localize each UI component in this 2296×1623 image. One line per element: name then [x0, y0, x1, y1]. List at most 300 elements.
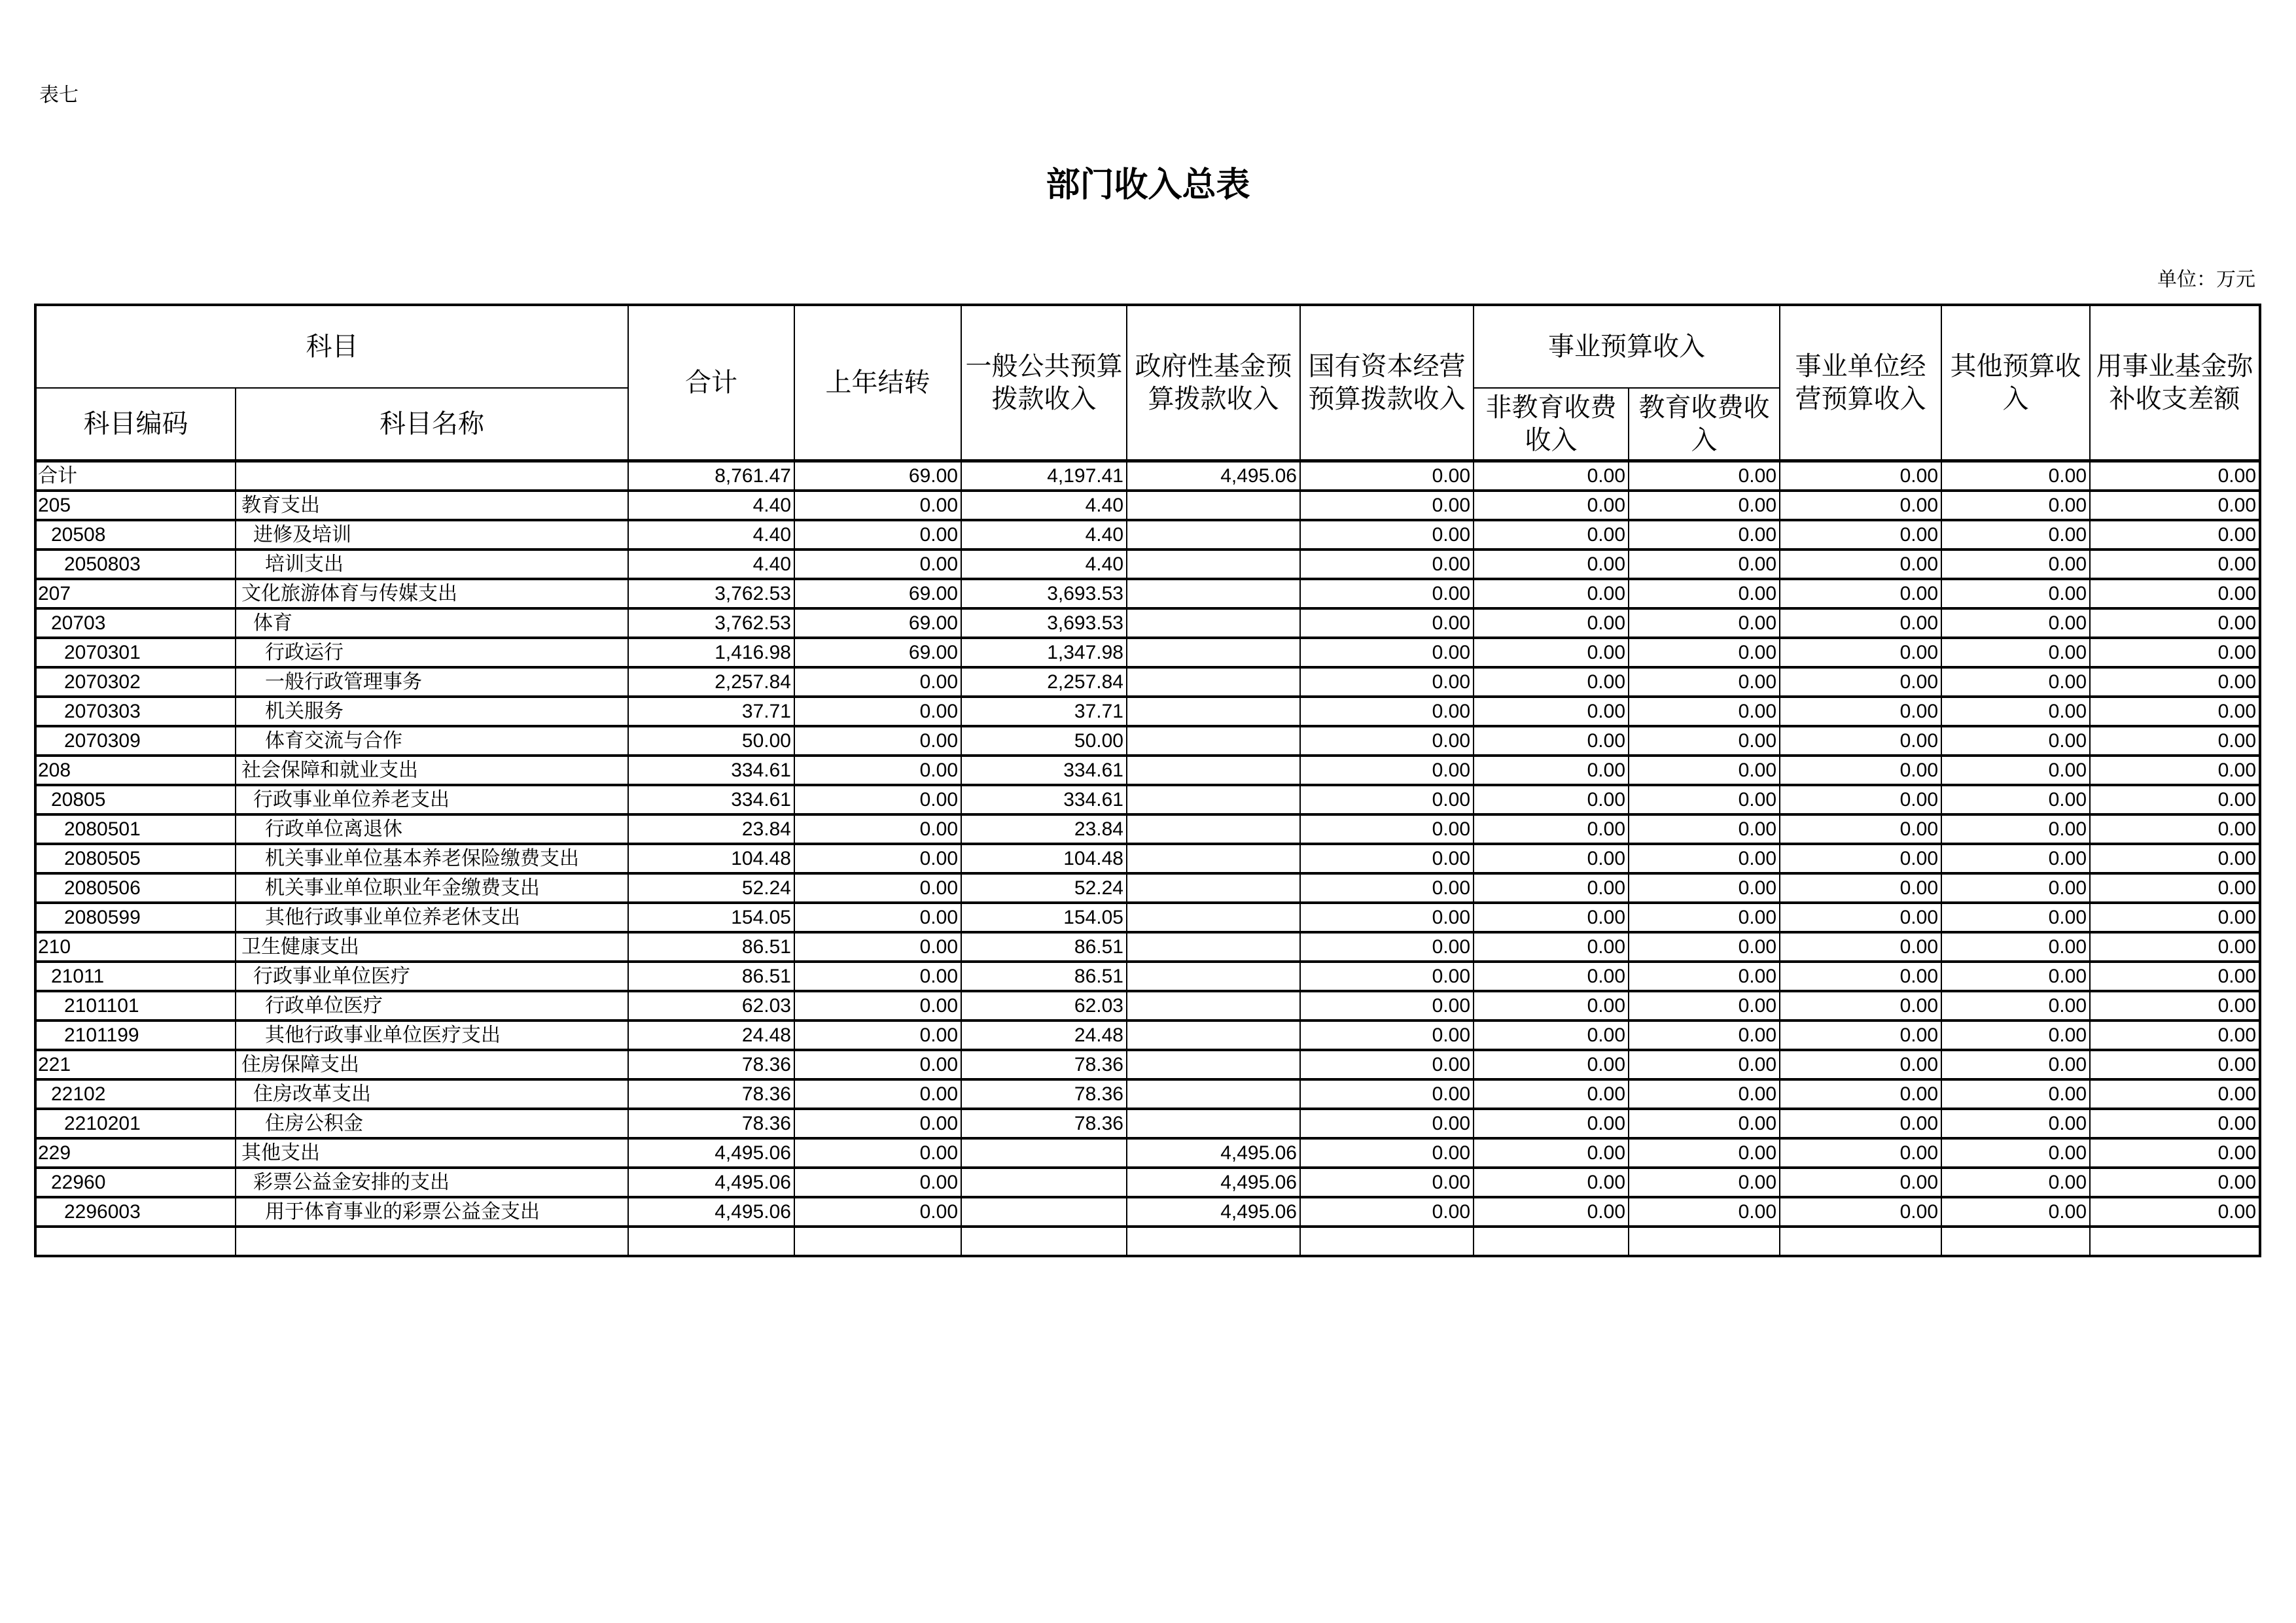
cell-other — [1941, 1227, 2090, 1256]
cell-non-edu-fee: 0.00 — [1474, 1168, 1629, 1197]
table-label: 表七 — [39, 84, 79, 106]
cell-non-edu-fee: 0.00 — [1474, 991, 1629, 1021]
header-fund-supplement: 用事业基金弥补收支差额 — [2090, 305, 2260, 461]
cell-other: 0.00 — [1941, 550, 2090, 579]
header-edu-fee: 教育收费收入 — [1629, 388, 1780, 461]
table-row — [35, 932, 2260, 962]
cell-general-public: 154.05 — [961, 903, 1127, 932]
page-title: 部门收入总表 — [1046, 166, 1250, 205]
cell-operating: 0.00 — [1780, 579, 1941, 608]
cell-carryover: 0.00 — [794, 520, 961, 550]
cell-subject-code: 20703 — [35, 608, 236, 638]
cell-other: 0.00 — [1941, 873, 2090, 903]
cell-edu-fee: 0.00 — [1629, 785, 1780, 814]
cell-fund-supplement: 0.00 — [2090, 667, 2260, 697]
header-total: 合计 — [628, 305, 794, 461]
cell-total: 24.48 — [628, 1021, 794, 1050]
cell-carryover: 0.00 — [794, 873, 961, 903]
cell-general-public — [961, 1197, 1127, 1227]
cell-general-public — [961, 1227, 1127, 1256]
cell-general-public: 23.84 — [961, 814, 1127, 844]
table-row — [35, 1168, 2260, 1197]
table-row — [35, 638, 2260, 667]
cell-edu-fee: 0.00 — [1629, 579, 1780, 608]
cell-subject-code: 2210201 — [35, 1109, 236, 1138]
cell-state-capital: 0.00 — [1300, 1021, 1474, 1050]
cell-carryover: 0.00 — [794, 726, 961, 756]
cell-subject-name: 住房公积金 — [236, 1109, 628, 1138]
cell-other: 0.00 — [1941, 1138, 2090, 1168]
cell-carryover: 0.00 — [794, 550, 961, 579]
cell-operating: 0.00 — [1780, 550, 1941, 579]
table-row — [35, 1021, 2260, 1050]
cell-non-edu-fee: 0.00 — [1474, 903, 1629, 932]
cell-state-capital: 0.00 — [1300, 579, 1474, 608]
cell-gov-fund: 4,495.06 — [1127, 1168, 1300, 1197]
cell-total: 4,495.06 — [628, 1138, 794, 1168]
cell-other: 0.00 — [1941, 608, 2090, 638]
cell-total: 4.40 — [628, 520, 794, 550]
cell-total: 50.00 — [628, 726, 794, 756]
cell-subject-code — [35, 1227, 236, 1256]
cell-edu-fee: 0.00 — [1629, 873, 1780, 903]
cell-total: 4.40 — [628, 550, 794, 579]
cell-total: 78.36 — [628, 1109, 794, 1138]
cell-state-capital: 0.00 — [1300, 726, 1474, 756]
cell-subject-name: 教育支出 — [236, 491, 628, 520]
cell-state-capital: 0.00 — [1300, 814, 1474, 844]
cell-gov-fund — [1127, 785, 1300, 814]
table-row — [35, 1079, 2260, 1109]
cell-operating: 0.00 — [1780, 991, 1941, 1021]
cell-gov-fund — [1127, 520, 1300, 550]
cell-state-capital: 0.00 — [1300, 1079, 1474, 1109]
cell-general-public: 104.48 — [961, 844, 1127, 873]
cell-fund-supplement: 0.00 — [2090, 903, 2260, 932]
table-row — [35, 550, 2260, 579]
table-row — [35, 1050, 2260, 1079]
cell-other: 0.00 — [1941, 932, 2090, 962]
cell-subject-name: 其他支出 — [236, 1138, 628, 1168]
cell-general-public: 78.36 — [961, 1079, 1127, 1109]
cell-gov-fund — [1127, 756, 1300, 785]
cell-subject-code: 2070301 — [35, 638, 236, 667]
cell-carryover: 0.00 — [794, 1138, 961, 1168]
cell-gov-fund — [1127, 667, 1300, 697]
cell-total: 154.05 — [628, 903, 794, 932]
cell-edu-fee — [1629, 1227, 1780, 1256]
cell-subject-code: 2050803 — [35, 550, 236, 579]
table-row — [35, 1227, 2260, 1256]
cell-subject-code: 2070309 — [35, 726, 236, 756]
cell-subject-name: 彩票公益金安排的支出 — [236, 1168, 628, 1197]
cell-subject-name: 住房改革支出 — [236, 1079, 628, 1109]
cell-general-public: 78.36 — [961, 1050, 1127, 1079]
cell-carryover: 0.00 — [794, 667, 961, 697]
cell-general-public: 37.71 — [961, 697, 1127, 726]
cell-state-capital: 0.00 — [1300, 667, 1474, 697]
cell-total: 104.48 — [628, 844, 794, 873]
cell-fund-supplement: 0.00 — [2090, 991, 2260, 1021]
cell-total: 23.84 — [628, 814, 794, 844]
cell-non-edu-fee: 0.00 — [1474, 962, 1629, 991]
cell-total: 62.03 — [628, 991, 794, 1021]
cell-total: 37.71 — [628, 697, 794, 726]
cell-general-public: 24.48 — [961, 1021, 1127, 1050]
cell-state-capital: 0.00 — [1300, 991, 1474, 1021]
table-row — [35, 491, 2260, 520]
cell-subject-name: 文化旅游体育与传媒支出 — [236, 579, 628, 608]
cell-subject-code: 22960 — [35, 1168, 236, 1197]
cell-gov-fund — [1127, 991, 1300, 1021]
cell-state-capital: 0.00 — [1300, 550, 1474, 579]
cell-other: 0.00 — [1941, 579, 2090, 608]
cell-carryover — [794, 1227, 961, 1256]
cell-general-public: 4.40 — [961, 491, 1127, 520]
table-body — [35, 461, 2260, 1257]
cell-subject-code: 207 — [35, 579, 236, 608]
cell-other: 0.00 — [1941, 697, 2090, 726]
unit-label: 单位：万元 — [2157, 269, 2255, 290]
cell-total: 334.61 — [628, 756, 794, 785]
cell-other: 0.00 — [1941, 844, 2090, 873]
cell-fund-supplement: 0.00 — [2090, 461, 2260, 491]
table-row — [35, 1109, 2260, 1138]
cell-edu-fee: 0.00 — [1629, 962, 1780, 991]
cell-subject-code: 21011 — [35, 962, 236, 991]
cell-gov-fund — [1127, 873, 1300, 903]
table-row — [35, 1138, 2260, 1168]
cell-other: 0.00 — [1941, 1050, 2090, 1079]
cell-edu-fee: 0.00 — [1629, 814, 1780, 844]
table-row — [35, 1197, 2260, 1227]
cell-gov-fund: 4,495.06 — [1127, 1197, 1300, 1227]
cell-operating: 0.00 — [1780, 962, 1941, 991]
cell-subject-code: 20805 — [35, 785, 236, 814]
table-row — [35, 991, 2260, 1021]
cell-gov-fund — [1127, 579, 1300, 608]
cell-gov-fund — [1127, 1109, 1300, 1138]
cell-operating: 0.00 — [1780, 1197, 1941, 1227]
cell-non-edu-fee: 0.00 — [1474, 1138, 1629, 1168]
cell-gov-fund — [1127, 1079, 1300, 1109]
cell-state-capital: 0.00 — [1300, 756, 1474, 785]
cell-subject-code: 2101199 — [35, 1021, 236, 1050]
cell-subject-name — [236, 1227, 628, 1256]
cell-subject-name: 培训支出 — [236, 550, 628, 579]
table-row — [35, 814, 2260, 844]
cell-fund-supplement: 0.00 — [2090, 638, 2260, 667]
cell-edu-fee: 0.00 — [1629, 903, 1780, 932]
cell-carryover: 0.00 — [794, 932, 961, 962]
cell-gov-fund — [1127, 491, 1300, 520]
header-gov-fund: 政府性基金预算拨款收入 — [1127, 305, 1300, 461]
cell-operating: 0.00 — [1780, 461, 1941, 491]
cell-carryover: 0.00 — [794, 491, 961, 520]
cell-state-capital: 0.00 — [1300, 844, 1474, 873]
cell-non-edu-fee: 0.00 — [1474, 579, 1629, 608]
cell-state-capital: 0.00 — [1300, 903, 1474, 932]
cell-subject-code: 2080501 — [35, 814, 236, 844]
cell-operating — [1780, 1227, 1941, 1256]
cell-total — [628, 1227, 794, 1256]
cell-edu-fee: 0.00 — [1629, 1109, 1780, 1138]
income-summary-table — [34, 304, 2261, 1257]
cell-total: 8,761.47 — [628, 461, 794, 491]
cell-non-edu-fee: 0.00 — [1474, 491, 1629, 520]
cell-fund-supplement: 0.00 — [2090, 814, 2260, 844]
cell-edu-fee: 0.00 — [1629, 1138, 1780, 1168]
cell-operating: 0.00 — [1780, 1138, 1941, 1168]
header-general-public: 一般公共预算拨款收入 — [961, 305, 1127, 461]
cell-gov-fund — [1127, 932, 1300, 962]
cell-gov-fund — [1127, 1050, 1300, 1079]
cell-carryover: 69.00 — [794, 608, 961, 638]
cell-fund-supplement: 0.00 — [2090, 726, 2260, 756]
cell-gov-fund: 4,495.06 — [1127, 461, 1300, 491]
cell-edu-fee: 0.00 — [1629, 932, 1780, 962]
table-row — [35, 903, 2260, 932]
cell-non-edu-fee: 0.00 — [1474, 785, 1629, 814]
cell-carryover: 0.00 — [794, 1079, 961, 1109]
cell-general-public: 334.61 — [961, 785, 1127, 814]
cell-edu-fee: 0.00 — [1629, 1050, 1780, 1079]
cell-general-public: 334.61 — [961, 756, 1127, 785]
cell-total: 2,257.84 — [628, 667, 794, 697]
cell-subject-name: 体育交流与合作 — [236, 726, 628, 756]
cell-edu-fee: 0.00 — [1629, 461, 1780, 491]
cell-gov-fund — [1127, 903, 1300, 932]
cell-state-capital: 0.00 — [1300, 461, 1474, 491]
cell-operating: 0.00 — [1780, 638, 1941, 667]
cell-edu-fee: 0.00 — [1629, 991, 1780, 1021]
cell-state-capital: 0.00 — [1300, 1138, 1474, 1168]
cell-other: 0.00 — [1941, 814, 2090, 844]
cell-general-public: 2,257.84 — [961, 667, 1127, 697]
cell-operating: 0.00 — [1780, 785, 1941, 814]
cell-other: 0.00 — [1941, 461, 2090, 491]
cell-operating: 0.00 — [1780, 608, 1941, 638]
cell-edu-fee: 0.00 — [1629, 1168, 1780, 1197]
table-row — [35, 962, 2260, 991]
cell-fund-supplement: 0.00 — [2090, 1109, 2260, 1138]
cell-edu-fee: 0.00 — [1629, 667, 1780, 697]
cell-subject-name: 行政运行 — [236, 638, 628, 667]
cell-carryover: 0.00 — [794, 1197, 961, 1227]
cell-fund-supplement: 0.00 — [2090, 756, 2260, 785]
cell-non-edu-fee: 0.00 — [1474, 756, 1629, 785]
cell-other: 0.00 — [1941, 962, 2090, 991]
cell-edu-fee: 0.00 — [1629, 520, 1780, 550]
cell-fund-supplement: 0.00 — [2090, 520, 2260, 550]
cell-carryover: 0.00 — [794, 962, 961, 991]
cell-subject-code: 210 — [35, 932, 236, 962]
cell-operating: 0.00 — [1780, 667, 1941, 697]
cell-total: 78.36 — [628, 1050, 794, 1079]
cell-fund-supplement: 0.00 — [2090, 1021, 2260, 1050]
cell-subject-code: 2296003 — [35, 1197, 236, 1227]
table-row — [35, 461, 2260, 491]
cell-other: 0.00 — [1941, 903, 2090, 932]
cell-non-edu-fee: 0.00 — [1474, 461, 1629, 491]
cell-state-capital: 0.00 — [1300, 491, 1474, 520]
table-row — [35, 667, 2260, 697]
cell-operating: 0.00 — [1780, 1168, 1941, 1197]
cell-carryover: 0.00 — [794, 1050, 961, 1079]
cell-subject-name: 机关服务 — [236, 697, 628, 726]
cell-operating: 0.00 — [1780, 814, 1941, 844]
cell-subject-code: 221 — [35, 1050, 236, 1079]
cell-operating: 0.00 — [1780, 844, 1941, 873]
cell-state-capital: 0.00 — [1300, 697, 1474, 726]
cell-fund-supplement: 0.00 — [2090, 1079, 2260, 1109]
cell-non-edu-fee: 0.00 — [1474, 932, 1629, 962]
cell-subject-name: 机关事业单位基本养老保险缴费支出 — [236, 844, 628, 873]
cell-fund-supplement: 0.00 — [2090, 873, 2260, 903]
cell-carryover: 0.00 — [794, 1109, 961, 1138]
cell-fund-supplement: 0.00 — [2090, 1050, 2260, 1079]
header-state-capital: 国有资本经营预算拨款收入 — [1300, 305, 1474, 461]
cell-general-public — [961, 1168, 1127, 1197]
table-row — [35, 697, 2260, 726]
cell-operating: 0.00 — [1780, 873, 1941, 903]
cell-other: 0.00 — [1941, 726, 2090, 756]
cell-subject-code: 20508 — [35, 520, 236, 550]
cell-total: 334.61 — [628, 785, 794, 814]
cell-fund-supplement: 0.00 — [2090, 962, 2260, 991]
cell-fund-supplement: 0.00 — [2090, 550, 2260, 579]
cell-edu-fee: 0.00 — [1629, 608, 1780, 638]
cell-gov-fund — [1127, 638, 1300, 667]
cell-state-capital: 0.00 — [1300, 1197, 1474, 1227]
cell-non-edu-fee: 0.00 — [1474, 1109, 1629, 1138]
cell-gov-fund — [1127, 814, 1300, 844]
cell-fund-supplement: 0.00 — [2090, 579, 2260, 608]
cell-subject-code: 208 — [35, 756, 236, 785]
cell-gov-fund — [1127, 1227, 1300, 1256]
cell-general-public: 52.24 — [961, 873, 1127, 903]
cell-operating: 0.00 — [1780, 1050, 1941, 1079]
cell-gov-fund: 4,495.06 — [1127, 1138, 1300, 1168]
cell-state-capital: 0.00 — [1300, 932, 1474, 962]
cell-total: 86.51 — [628, 932, 794, 962]
cell-edu-fee: 0.00 — [1629, 756, 1780, 785]
cell-state-capital: 0.00 — [1300, 785, 1474, 814]
cell-non-edu-fee: 0.00 — [1474, 1197, 1629, 1227]
cell-state-capital: 0.00 — [1300, 1168, 1474, 1197]
cell-carryover: 69.00 — [794, 638, 961, 667]
cell-carryover: 0.00 — [794, 785, 961, 814]
cell-other: 0.00 — [1941, 520, 2090, 550]
cell-non-edu-fee: 0.00 — [1474, 1050, 1629, 1079]
cell-other: 0.00 — [1941, 638, 2090, 667]
header-business-group: 事业预算收入 — [1474, 305, 1780, 388]
cell-edu-fee: 0.00 — [1629, 844, 1780, 873]
table-row — [35, 726, 2260, 756]
cell-fund-supplement: 0.00 — [2090, 1197, 2260, 1227]
cell-non-edu-fee: 0.00 — [1474, 550, 1629, 579]
cell-operating: 0.00 — [1780, 932, 1941, 962]
cell-edu-fee: 0.00 — [1629, 550, 1780, 579]
cell-state-capital: 0.00 — [1300, 638, 1474, 667]
table-row — [35, 873, 2260, 903]
cell-subject-name: 其他行政事业单位养老休支出 — [236, 903, 628, 932]
cell-subject-code: 2070302 — [35, 667, 236, 697]
cell-subject-name: 进修及培训 — [236, 520, 628, 550]
cell-subject-code: 205 — [35, 491, 236, 520]
cell-operating: 0.00 — [1780, 1021, 1941, 1050]
cell-carryover: 0.00 — [794, 697, 961, 726]
cell-operating: 0.00 — [1780, 756, 1941, 785]
cell-state-capital: 0.00 — [1300, 608, 1474, 638]
cell-general-public: 4.40 — [961, 550, 1127, 579]
cell-gov-fund — [1127, 608, 1300, 638]
cell-non-edu-fee: 0.00 — [1474, 667, 1629, 697]
cell-general-public: 4.40 — [961, 520, 1127, 550]
cell-carryover: 0.00 — [794, 814, 961, 844]
cell-gov-fund — [1127, 550, 1300, 579]
cell-non-edu-fee: 0.00 — [1474, 844, 1629, 873]
cell-subject-name: 行政单位离退休 — [236, 814, 628, 844]
cell-subject-code: 2070303 — [35, 697, 236, 726]
cell-edu-fee: 0.00 — [1629, 638, 1780, 667]
cell-subject-name: 其他行政事业单位医疗支出 — [236, 1021, 628, 1050]
cell-operating: 0.00 — [1780, 726, 1941, 756]
cell-general-public: 78.36 — [961, 1109, 1127, 1138]
cell-gov-fund — [1127, 1021, 1300, 1050]
cell-carryover: 0.00 — [794, 903, 961, 932]
cell-carryover: 69.00 — [794, 579, 961, 608]
cell-subject-name: 卫生健康支出 — [236, 932, 628, 962]
header-non-edu-fee: 非教育收费收入 — [1474, 388, 1629, 461]
cell-non-edu-fee: 0.00 — [1474, 520, 1629, 550]
cell-non-edu-fee: 0.00 — [1474, 814, 1629, 844]
cell-total: 3,762.53 — [628, 579, 794, 608]
cell-other: 0.00 — [1941, 1079, 2090, 1109]
cell-general-public: 50.00 — [961, 726, 1127, 756]
cell-total: 4,495.06 — [628, 1168, 794, 1197]
cell-state-capital: 0.00 — [1300, 873, 1474, 903]
cell-other: 0.00 — [1941, 991, 2090, 1021]
cell-total: 86.51 — [628, 962, 794, 991]
cell-fund-supplement — [2090, 1227, 2260, 1256]
header-subject-code: 科目编码 — [35, 388, 236, 461]
cell-carryover: 0.00 — [794, 991, 961, 1021]
header-subject-group: 科目 — [35, 305, 628, 388]
cell-subject-code: 2080505 — [35, 844, 236, 873]
cell-operating: 0.00 — [1780, 491, 1941, 520]
cell-edu-fee: 0.00 — [1629, 1197, 1780, 1227]
cell-gov-fund — [1127, 844, 1300, 873]
cell-state-capital: 0.00 — [1300, 1109, 1474, 1138]
cell-general-public — [961, 1138, 1127, 1168]
cell-edu-fee: 0.00 — [1629, 491, 1780, 520]
cell-subject-name: 一般行政管理事务 — [236, 667, 628, 697]
cell-fund-supplement: 0.00 — [2090, 697, 2260, 726]
cell-non-edu-fee: 0.00 — [1474, 697, 1629, 726]
cell-general-public: 3,693.53 — [961, 579, 1127, 608]
cell-gov-fund — [1127, 962, 1300, 991]
table-header — [35, 305, 2260, 461]
header-operating: 事业单位经营预算收入 — [1780, 305, 1941, 461]
cell-fund-supplement: 0.00 — [2090, 491, 2260, 520]
cell-general-public: 62.03 — [961, 991, 1127, 1021]
cell-edu-fee: 0.00 — [1629, 697, 1780, 726]
cell-non-edu-fee: 0.00 — [1474, 726, 1629, 756]
cell-non-edu-fee: 0.00 — [1474, 608, 1629, 638]
cell-subject-code: 2080506 — [35, 873, 236, 903]
cell-fund-supplement: 0.00 — [2090, 785, 2260, 814]
